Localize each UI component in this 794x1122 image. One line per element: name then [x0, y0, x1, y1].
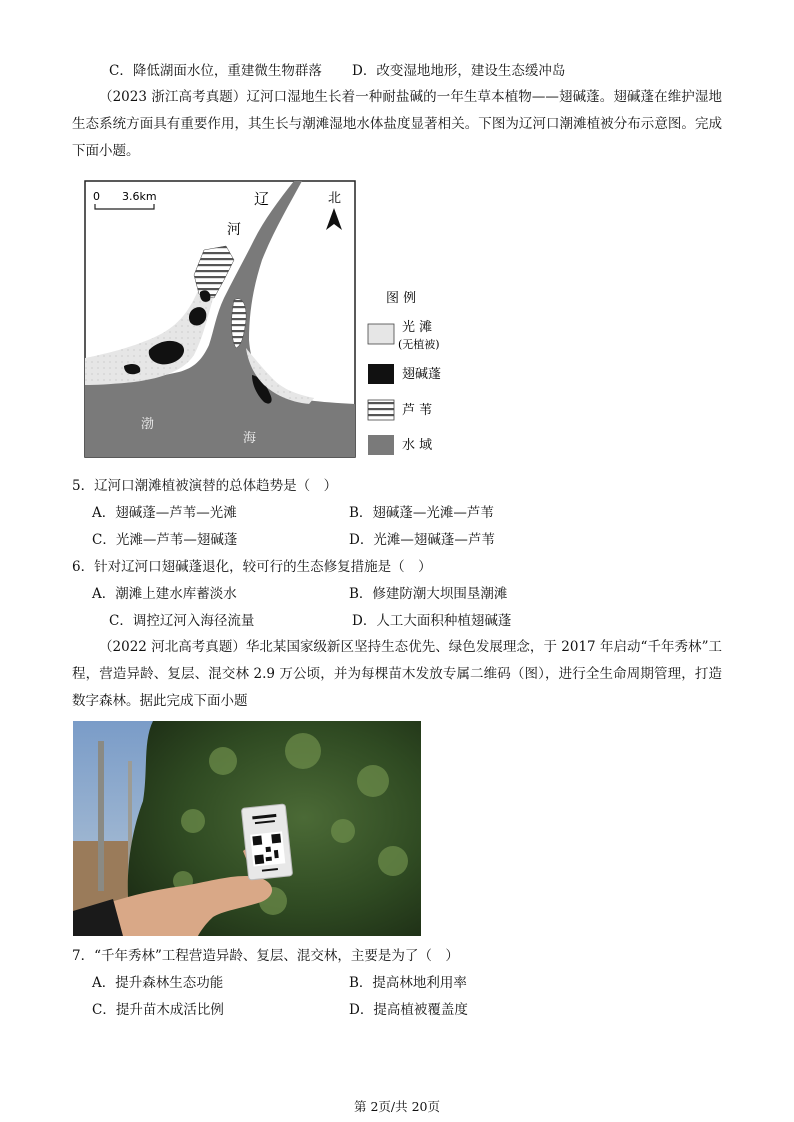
- option-c-prev: C．降低湖面水位，重建微生物群落: [109, 63, 322, 79]
- legend-swatch-suaeda: [368, 364, 394, 384]
- question-6-option-d[interactable]: D．人工大面积种植翅碱蓬: [352, 613, 512, 629]
- question-7-stem: 7．“千年秀林”工程营造异龄、复层、混交林，主要是为了（ ）: [72, 948, 459, 964]
- river-label-1: 辽: [254, 190, 270, 208]
- question-5-option-d[interactable]: D．光滩—翅碱蓬—芦苇: [349, 532, 495, 548]
- intro-paragraph-liaohe: （2023 浙江高考真题）辽河口湿地生长着一种耐盐碱的一年生草本植物——翅碱蓬。翅碱蓬在维护湿地生态系统方面具有重要作用，其生长与潮滩湿地水体盐度显著相关。下图为辽河口潮滩植被分布示意图。完成下面小题。: [72, 89, 722, 159]
- legend-sub-light: (无植被): [398, 338, 440, 351]
- question-7-option-d[interactable]: D．提高植被覆盖度: [349, 1002, 468, 1018]
- legend-title: 图 例: [386, 291, 417, 306]
- question-6-option-b[interactable]: B．修建防潮大坝围垦潮滩: [349, 586, 508, 602]
- sea-label-1: 渤: [141, 417, 155, 432]
- question-6-option-c[interactable]: C．调控辽河入海径流量: [109, 613, 255, 629]
- river-label-2: 河: [227, 222, 241, 238]
- question-6-option-a[interactable]: A．潮滩上建水库蓄淡水: [92, 586, 237, 602]
- question-5-option-a[interactable]: A．翅碱蓬—芦苇—光滩: [92, 505, 237, 521]
- scale-label: 3.6km: [122, 190, 157, 203]
- legend-label-suaeda: 翅碱蓬: [402, 367, 442, 382]
- intro-paragraph-hebei: （2022 河北高考真题）华北某国家级新区坚持生态优先、绿色发展理念，于 2017 年启动“千年秀林”工程，营造异龄、复层、混交林 2.9 万公顷，并为每棵苗木发放专属二维码（图），进行全生命周期管理，打造数字森林。据此完成下面小题: [72, 639, 722, 709]
- question-5-stem: 5．辽河口潮滩植被演替的总体趋势是（ ）: [72, 478, 338, 494]
- legend-swatch-reed: [368, 400, 394, 420]
- liaohe-estuary-map: [84, 180, 464, 460]
- question-5-option-b[interactable]: B．翅碱蓬—光滩—芦苇: [349, 505, 494, 521]
- north-label: 北: [328, 191, 342, 206]
- page-number: 第 2页/共 20页: [353, 1099, 441, 1114]
- legend-label-water: 水 域: [402, 438, 433, 453]
- question-6-stem: 6．针对辽河口翅碱蓬退化，较可行的生态修复措施是（ ）: [72, 559, 432, 575]
- legend-swatch-water: [368, 435, 394, 455]
- question-7-option-c[interactable]: C．提升苗木成活比例: [92, 1002, 224, 1018]
- legend-label-light: 光 滩: [402, 320, 433, 335]
- scale-zero: 0: [93, 190, 100, 203]
- question-7-option-a[interactable]: A．提升森林生态功能: [92, 975, 224, 991]
- question-7-option-b[interactable]: B．提高林地利用率: [349, 975, 467, 991]
- sea-label-2: 海: [243, 431, 257, 446]
- question-5-option-c[interactable]: C．光滩—芦苇—翅碱蓬: [92, 532, 238, 548]
- legend-label-reed: 芦 苇: [402, 403, 433, 418]
- option-d-prev: D．改变湿地地形，建设生态缓冲岛: [352, 63, 566, 79]
- legend-swatch-light: [368, 324, 394, 344]
- qr-tag-tree-photo: [73, 721, 421, 936]
